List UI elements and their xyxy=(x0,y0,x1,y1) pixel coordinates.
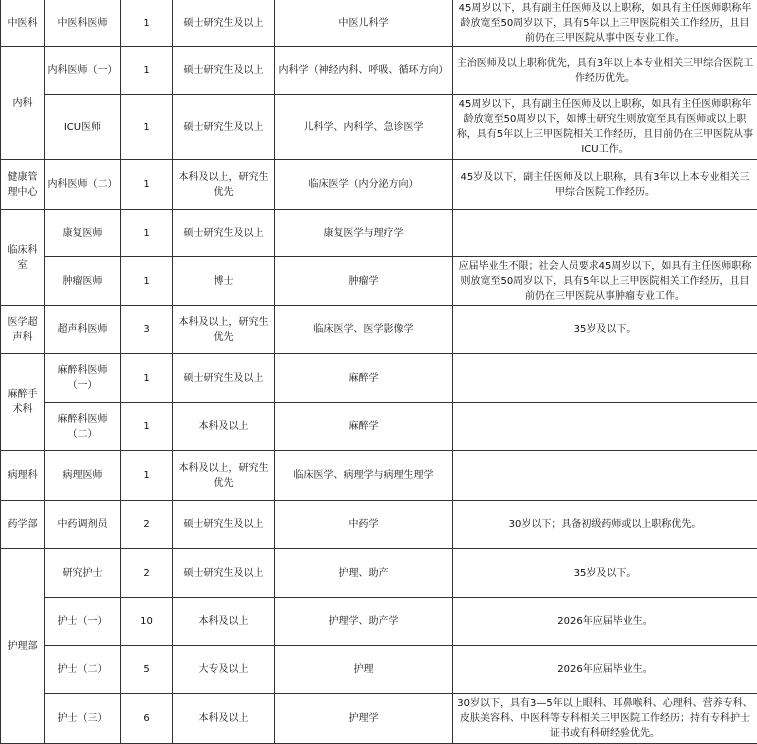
requirements-cell: 2026年应届毕业生。 xyxy=(453,646,757,694)
position-cell: 超声科医师 xyxy=(45,306,121,354)
major-cell: 康复医学与理疗学 xyxy=(275,210,453,257)
table-row xyxy=(1,95,757,160)
education-cell: 博士 xyxy=(173,257,275,306)
education-cell: 本科及以上，研究生优先 xyxy=(173,160,275,210)
requirements-cell: 30岁以下，具有3—5年以上眼科、耳鼻喉科、心理科、营养专科、皮肤美容科、中医科等专科相关三甲医院工作经历；持有专科护士证书或有科研经验优先。 xyxy=(453,694,757,744)
department-cell: 内科 xyxy=(1,47,45,160)
position-cell: 护士（一） xyxy=(45,598,121,646)
department-cell: 健康管理中心 xyxy=(1,160,45,210)
department-cell: 药学部 xyxy=(1,501,45,549)
education-cell: 本科及以上 xyxy=(173,403,275,451)
major-cell: 麻醉学 xyxy=(275,354,453,403)
major-cell: 护理 xyxy=(275,646,453,694)
education-cell: 本科及以上 xyxy=(173,598,275,646)
requirements-cell: 35岁及以下。 xyxy=(453,306,757,354)
headcount-cell: 3 xyxy=(121,306,173,354)
headcount-cell: 1 xyxy=(121,0,173,47)
requirements-cell: 2026年应届毕业生。 xyxy=(453,598,757,646)
requirements-cell: 应届毕业生不限；社会人员要求45周岁以下，如具有主任医师职称则放宽至50周岁以下，具有5年以上三甲医院相关工作经历，且目前仍在三甲医院从事肿瘤专业工作。 xyxy=(453,257,757,306)
major-cell: 内科学（神经内科、呼吸、循环方向） xyxy=(275,47,453,95)
position-cell: 内科医师（一） xyxy=(45,47,121,95)
education-cell: 硕士研究生及以上 xyxy=(173,0,275,47)
department-cell: 病理科 xyxy=(1,451,45,501)
headcount-cell: 2 xyxy=(121,549,173,598)
position-cell: 内科医师（二） xyxy=(45,160,121,210)
position-cell: 病理医师 xyxy=(45,451,121,501)
table-row xyxy=(1,210,757,257)
position-cell: 研究护士 xyxy=(45,549,121,598)
headcount-cell: 1 xyxy=(121,257,173,306)
headcount-cell: 1 xyxy=(121,451,173,501)
table-row xyxy=(1,451,757,501)
headcount-cell: 1 xyxy=(121,210,173,257)
table-row xyxy=(1,47,757,95)
headcount-cell: 6 xyxy=(121,694,173,744)
major-cell: 中医儿科学 xyxy=(275,0,453,47)
education-cell: 硕士研究生及以上 xyxy=(173,549,275,598)
table-row xyxy=(1,598,757,646)
major-cell: 中药学 xyxy=(275,501,453,549)
requirements-cell xyxy=(453,451,757,501)
requirements-cell: 45周岁以下，具有副主任医师及以上职称，如具有主任医师职称年龄放宽至50周岁以下，如博士研究生则放宽至具有医师或以上职称，具有5年以上三甲医院相关工作经历，且目前仍在三甲医院从事ICU工作。 xyxy=(453,95,757,160)
education-cell: 硕士研究生及以上 xyxy=(173,501,275,549)
requirements-cell: 35岁及以下。 xyxy=(453,549,757,598)
education-cell: 大专及以上 xyxy=(173,646,275,694)
table-row xyxy=(1,354,757,403)
table-row xyxy=(1,306,757,354)
department-cell: 护理部 xyxy=(1,549,45,744)
position-cell: 中医科医师 xyxy=(45,0,121,47)
department-cell: 医学超声科 xyxy=(1,306,45,354)
table-row xyxy=(1,646,757,694)
table-row xyxy=(1,694,757,744)
requirements-cell: 45岁及以下，副主任医师及以上职称，具有3年以上本专业相关三甲综合医院工作经历。 xyxy=(453,160,757,210)
position-cell: 麻醉科医师（二） xyxy=(45,403,121,451)
department-cell: 麻醉手术科 xyxy=(1,354,45,451)
position-cell: 肿瘤医师 xyxy=(45,257,121,306)
headcount-cell: 1 xyxy=(121,95,173,160)
headcount-cell: 1 xyxy=(121,403,173,451)
requirements-cell xyxy=(453,354,757,403)
table-body xyxy=(1,0,757,744)
major-cell: 肿瘤学 xyxy=(275,257,453,306)
headcount-cell: 10 xyxy=(121,598,173,646)
table-row xyxy=(1,160,757,210)
headcount-cell: 1 xyxy=(121,160,173,210)
major-cell: 临床医学（内分泌方向） xyxy=(275,160,453,210)
position-cell: ICU医师 xyxy=(45,95,121,160)
table-row xyxy=(1,501,757,549)
requirements-cell xyxy=(453,210,757,257)
department-cell: 临床科室 xyxy=(1,210,45,306)
major-cell: 临床医学、病理学与病理生理学 xyxy=(275,451,453,501)
headcount-cell: 1 xyxy=(121,354,173,403)
headcount-cell: 2 xyxy=(121,501,173,549)
requirements-cell: 45周岁以下，具有副主任医师及以上职称，如具有主任医师职称年龄放宽至50周岁以下，具有5年以上三甲医院相关工作经历，且目前仍在三甲医院从事中医专业工作。 xyxy=(453,0,757,47)
table-row xyxy=(1,403,757,451)
table-row xyxy=(1,257,757,306)
position-cell: 护士（三） xyxy=(45,694,121,744)
major-cell: 护理、助产 xyxy=(275,549,453,598)
education-cell: 本科及以上，研究生优先 xyxy=(173,451,275,501)
position-cell: 护士（二） xyxy=(45,646,121,694)
requirements-cell xyxy=(453,403,757,451)
major-cell: 护理学、助产学 xyxy=(275,598,453,646)
requirements-cell: 30岁以下；具备初级药师或以上职称优先。 xyxy=(453,501,757,549)
major-cell: 护理学 xyxy=(275,694,453,744)
education-cell: 本科及以上 xyxy=(173,694,275,744)
education-cell: 硕士研究生及以上 xyxy=(173,210,275,257)
headcount-cell: 1 xyxy=(121,47,173,95)
education-cell: 硕士研究生及以上 xyxy=(173,95,275,160)
education-cell: 本科及以上，研究生优先 xyxy=(173,306,275,354)
table-row xyxy=(1,0,757,47)
position-cell: 康复医师 xyxy=(45,210,121,257)
major-cell: 麻醉学 xyxy=(275,403,453,451)
requirements-cell: 主治医师及以上职称优先，具有3年以上本专业相关三甲综合医院工作经历优先。 xyxy=(453,47,757,95)
position-cell: 麻醉科医师（一） xyxy=(45,354,121,403)
education-cell: 硕士研究生及以上 xyxy=(173,354,275,403)
major-cell: 儿科学、内科学、急诊医学 xyxy=(275,95,453,160)
position-cell: 中药调剂员 xyxy=(45,501,121,549)
major-cell: 临床医学、医学影像学 xyxy=(275,306,453,354)
headcount-cell: 5 xyxy=(121,646,173,694)
table-row xyxy=(1,549,757,598)
department-cell: 中医科 xyxy=(1,0,45,47)
education-cell: 硕士研究生及以上 xyxy=(173,47,275,95)
